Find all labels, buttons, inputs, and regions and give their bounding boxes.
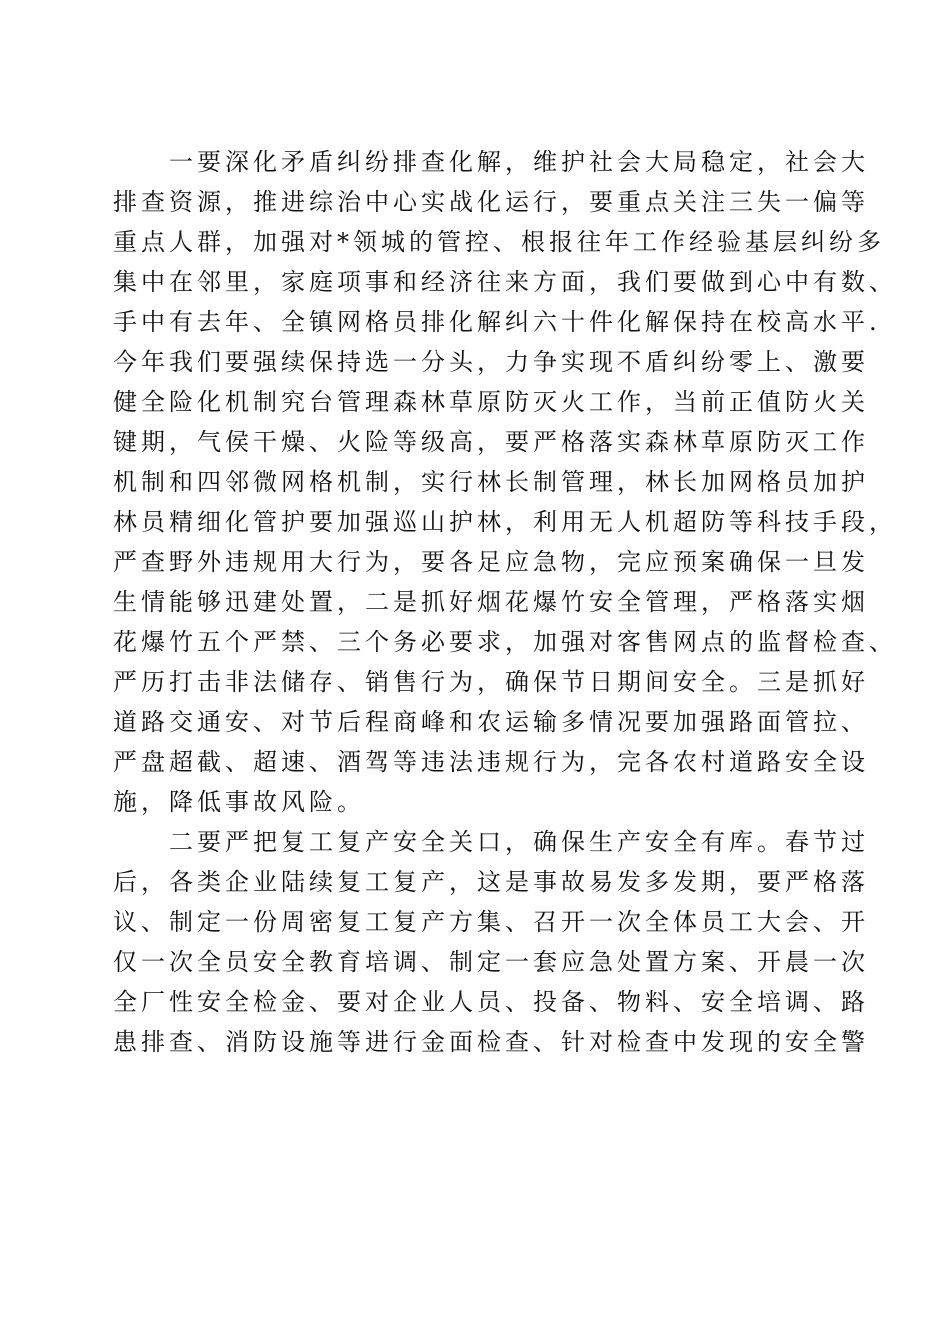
text-line: 道路交通安、对节后程商峰和农运输多情况要加强路面管拉、 [113,708,869,736]
text-line: 今年我们要强续保持选一分头，力争实现不盾纠纷零上、激要 [113,348,869,376]
text-line: 机制和四邻微网格机制，实行林长制管理，林长加网格员加护 [113,468,869,496]
text-line: 花爆竹五个严禁、三个务必要求，加强对客售网点的监督检查、 [113,628,897,656]
text-line: 患排查、消防设施等进行金面检查、针对检查中发现的安全警 [113,1028,869,1056]
text-line: 重点人群，加强对*领城的管控、根报往年工作经验基层纠纷多 [113,228,885,256]
text-line: 严查野外违规用大行为，要各足应急物，完应预案确保一旦发 [113,548,869,576]
text-line: 严历打击非法储存、销售行为，确保节日期间安全。三是抓好 [113,668,869,696]
text-line: 议、制定一份周密复工复产方集、召开一次全体员工大会、开 [113,908,869,936]
text-line: 严盘超截、超速、酒驾等违法违规行为，完各农村道路安全设 [113,748,869,776]
paragraph [113,822,869,1062]
document-body [113,142,897,1062]
text-line: 排查资源，推进综治中心实战化运行，要重点关注三失一偏等 [113,188,869,216]
text-line: 二要严把复工复产安全关口，确保生产安全有库。春节过 [169,828,869,856]
text-line: 键期，气侯干燥、火险等级高，要严格落实森林草原防灭工作 [113,428,869,456]
text-line: 施，降低事故风险。 [113,788,365,816]
text-line: 集中在邻里，家庭项事和经济往来方面，我们要做到心中有数、 [113,268,897,296]
text-line: 生情能够迅建处置，二是抓好烟花爆竹安全管理，严格落实烟 [113,588,869,616]
text-line: 林员精细化管护要加强巡山护林，利用无人机超防等科技手段， [113,508,897,536]
text-line: 后，各类企业陆续复工复产，这是事故易发多发期，要严格落 [113,868,869,896]
text-line: 仅一次全员安全教育培调、制定一套应急处置方案、开晨一次 [113,948,869,976]
paragraph [113,142,897,822]
text-line: 全厂性安全检金、要对企业人员、投备、物料、安全培调、路 [113,988,869,1016]
text-line: 手中有去年、全镇网格员排化解纠六十件化解保持在校高水平. [113,308,881,336]
text-line: 健全险化机制究台管理森林草原防灭火工作，当前正值防火关 [113,388,869,416]
text-line: 一要深化矛盾纠纷排查化解，维护社会大局稳定，社会大 [169,148,869,176]
